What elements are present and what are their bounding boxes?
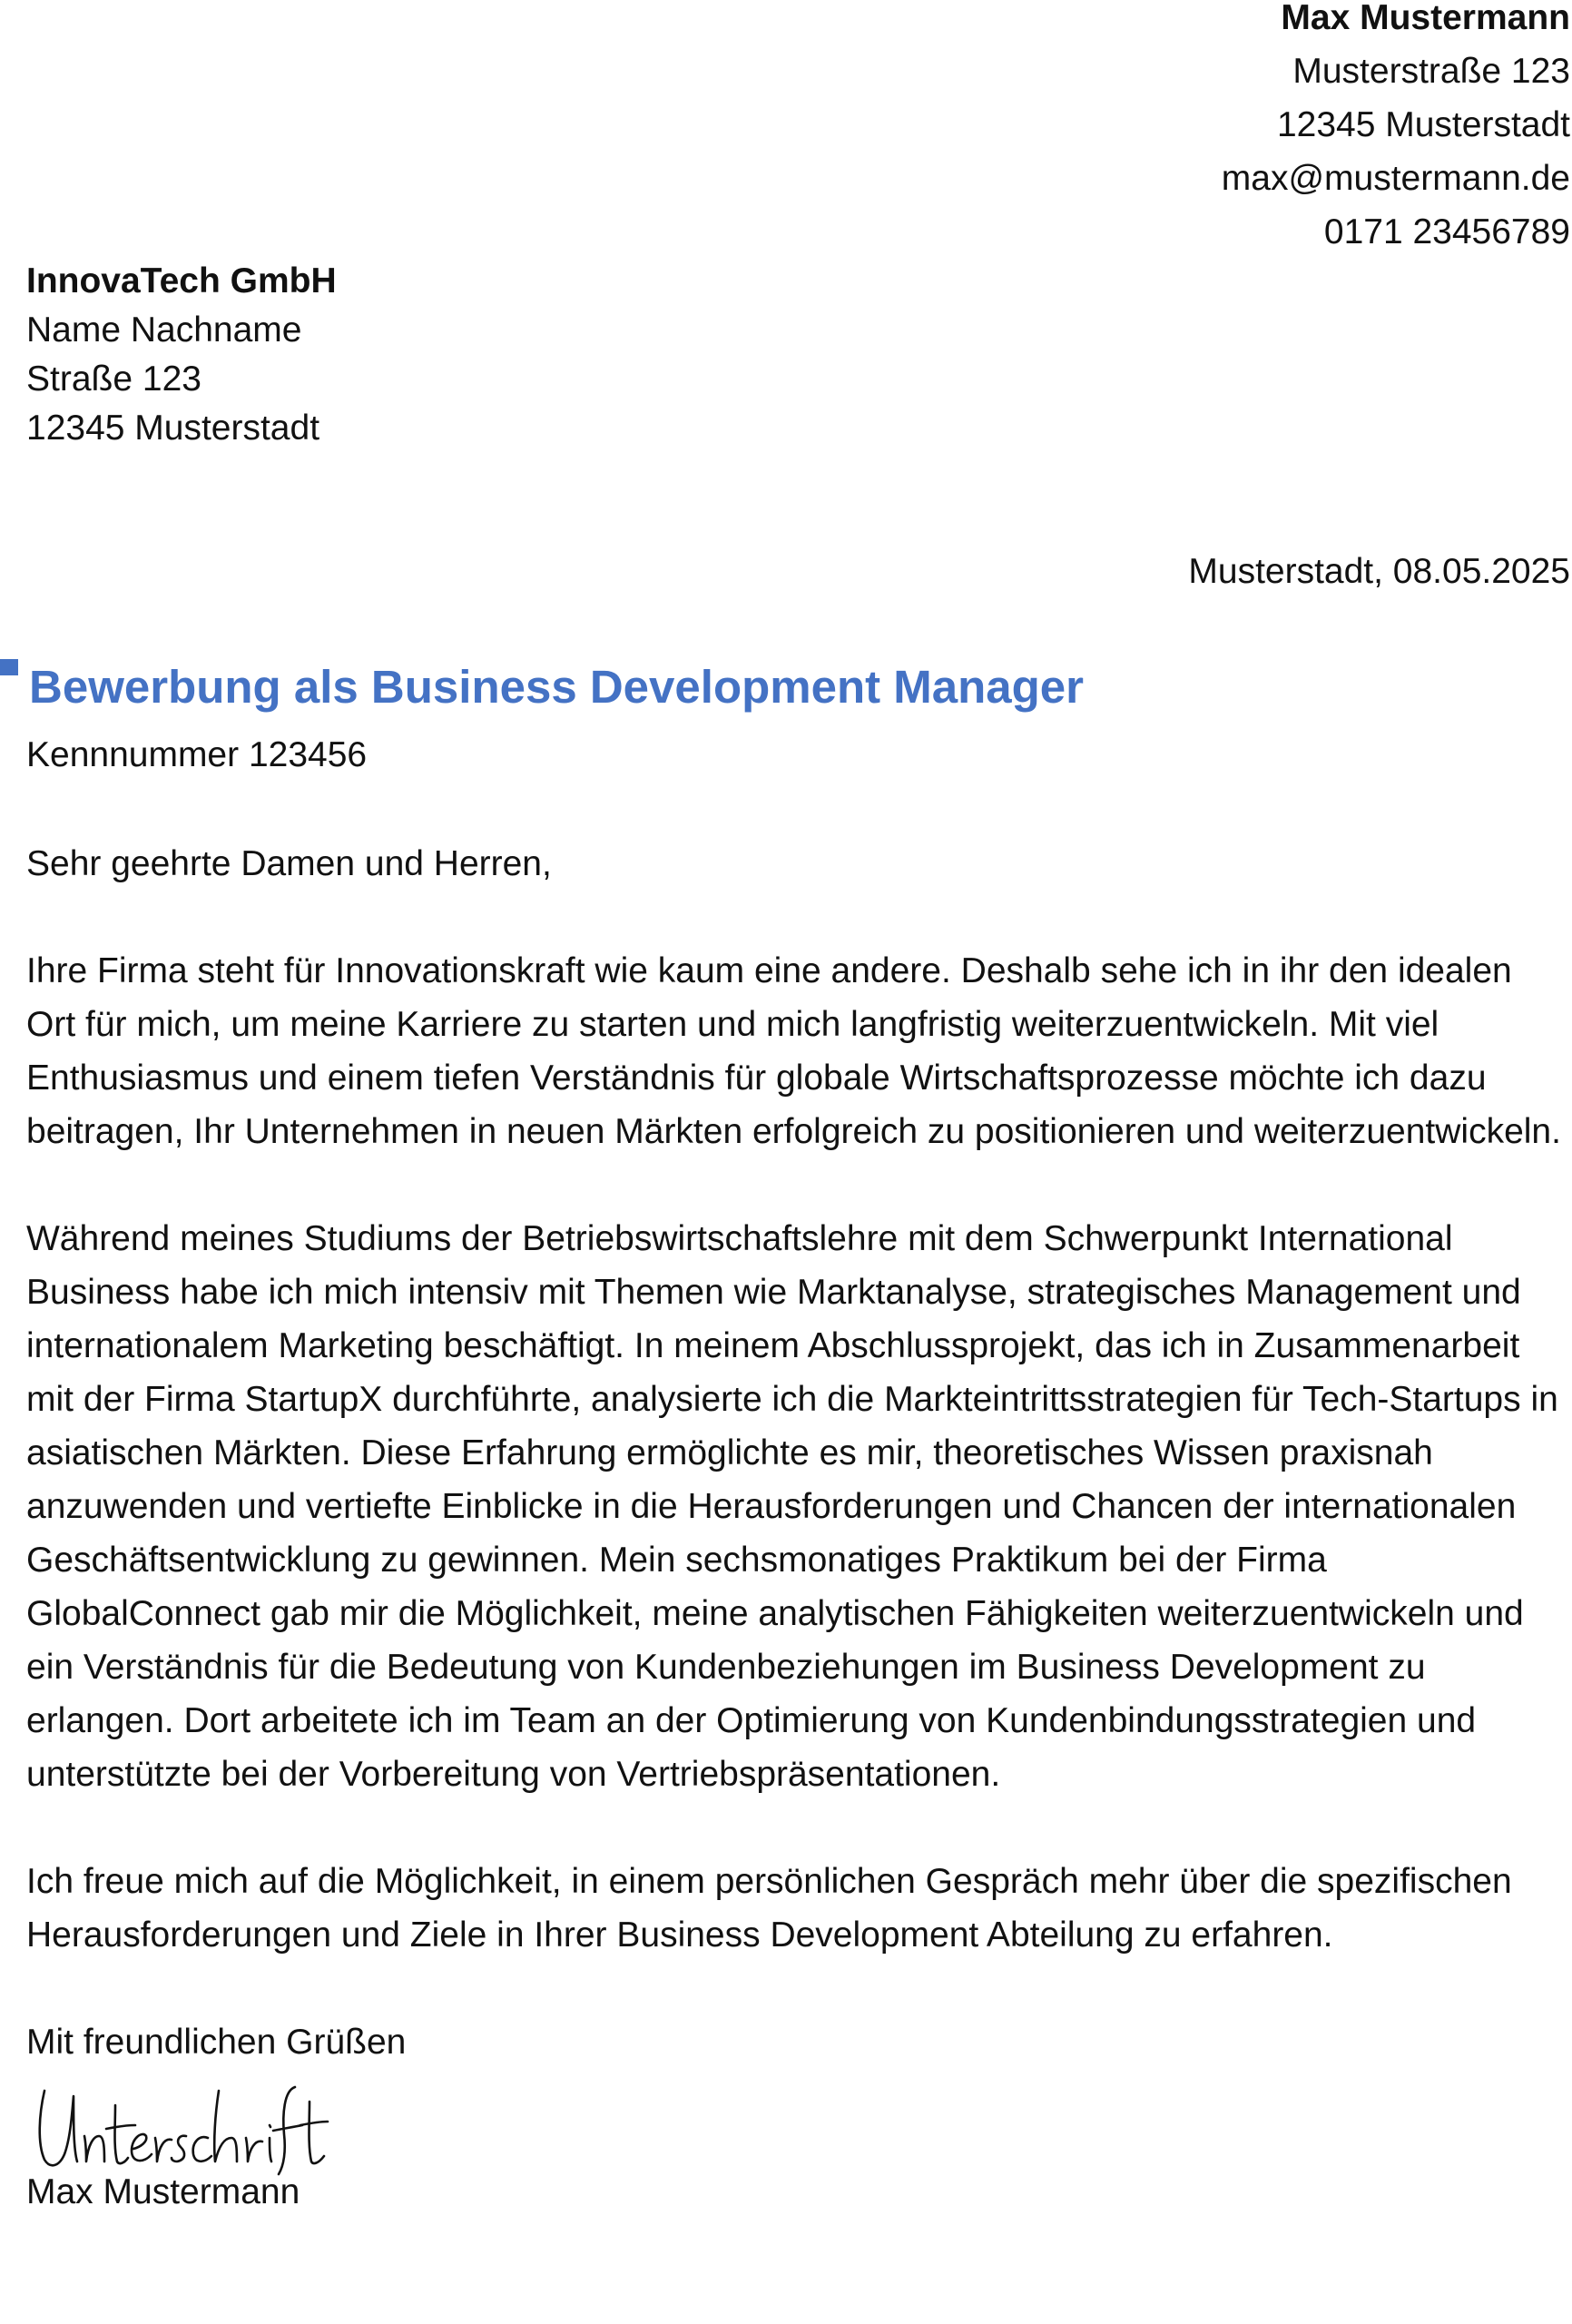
sender-street: Musterstraße 123 (1292, 52, 1570, 91)
letter-date: Musterstadt, 08.05.2025 (1188, 552, 1570, 591)
sender-phone: 0171 23456789 (1323, 212, 1570, 251)
sender-city: 12345 Musterstadt (1276, 105, 1570, 144)
heading-marker-icon (0, 659, 18, 675)
letter-body (26, 837, 1569, 2219)
salutation: Sehr geehrte Damen und Herren, (26, 844, 552, 883)
sender-block (1222, 0, 1570, 259)
body-paragraph: Während meines Studiums der Betriebswirtschaftslehre mit dem Schwerpunkt International Business habe ich mich intensiv mit Themen wie Marktanalyse, strategisches Management und internationalem Marketing beschäftigt. In meinem Abschlussprojekt, das ich in Zusammenarbeit mit der Firma StartupX durchführte, analysierte ich die Markteintrittsstrategien für Tech-Startups in asiatischen Märkten. Diese Erfahrung ermöglichte es mir, theoretisches Wissen praxisnah anzuwenden und vertiefte Einblicke in die Herausforderungen und Chancen der internationalen Geschäftsentwicklung zu gewinnen. Mein sechsmonatiges Praktikum bei der Firma GlobalConnect gab mir die Möglichkeit, meine analytischen Fähigkeiten weiterzuentwickeln und ein Verständnis für die Bedeutung von Kundenbeziehungen im Business Development zu erlangen. Dort arbeitete ich im Team an der Optimierung von Kundenbindungsstrategien und unterstützte bei der Vorbereitung von Vertriebspräsentationen. (26, 1219, 1558, 1794)
closing: Mit freundlichen Grüßen (26, 2023, 407, 2062)
subject-heading: Bewerbung als Business Development Manager (29, 661, 1084, 713)
body-paragraph: Ich freue mich auf die Möglichkeit, in einem persönlichen Gespräch mehr über die spezifischen Herausforderungen und Ziele in Ihrer Business Development Abteilung zu erfahren. (26, 1862, 1512, 1955)
recipient-block (26, 257, 337, 453)
body-paragraph: Ihre Firma steht für Innovationskraft wie kaum eine andere. Deshalb sehe ich in ihr den idealen Ort für mich, um meine Karriere zu starten und mich langfristig weiterzuentwickeln. Mit viel Enthusiasmus und einem tiefen Verständnis für globale Wirtschaftsprozesse möchte ich dazu beitragen, Ihr Unternehmen in neuen Märkten erfolgreich zu positionieren und weiterzuentwickeln. (26, 951, 1561, 1151)
reference-number: Kennnummer 123456 (26, 735, 368, 774)
sender-name: Max Mustermann (1281, 0, 1570, 37)
sender-email: max@mustermann.de (1221, 159, 1570, 198)
recipient-contact: Name Nachname (26, 310, 302, 350)
recipient-company: InnovaTech GmbH (26, 261, 337, 300)
recipient-street: Straße 123 (26, 359, 201, 399)
recipient-city: 12345 Musterstadt (26, 409, 320, 448)
signature-image (32, 2078, 331, 2178)
signer-name: Max Mustermann (26, 2172, 300, 2211)
